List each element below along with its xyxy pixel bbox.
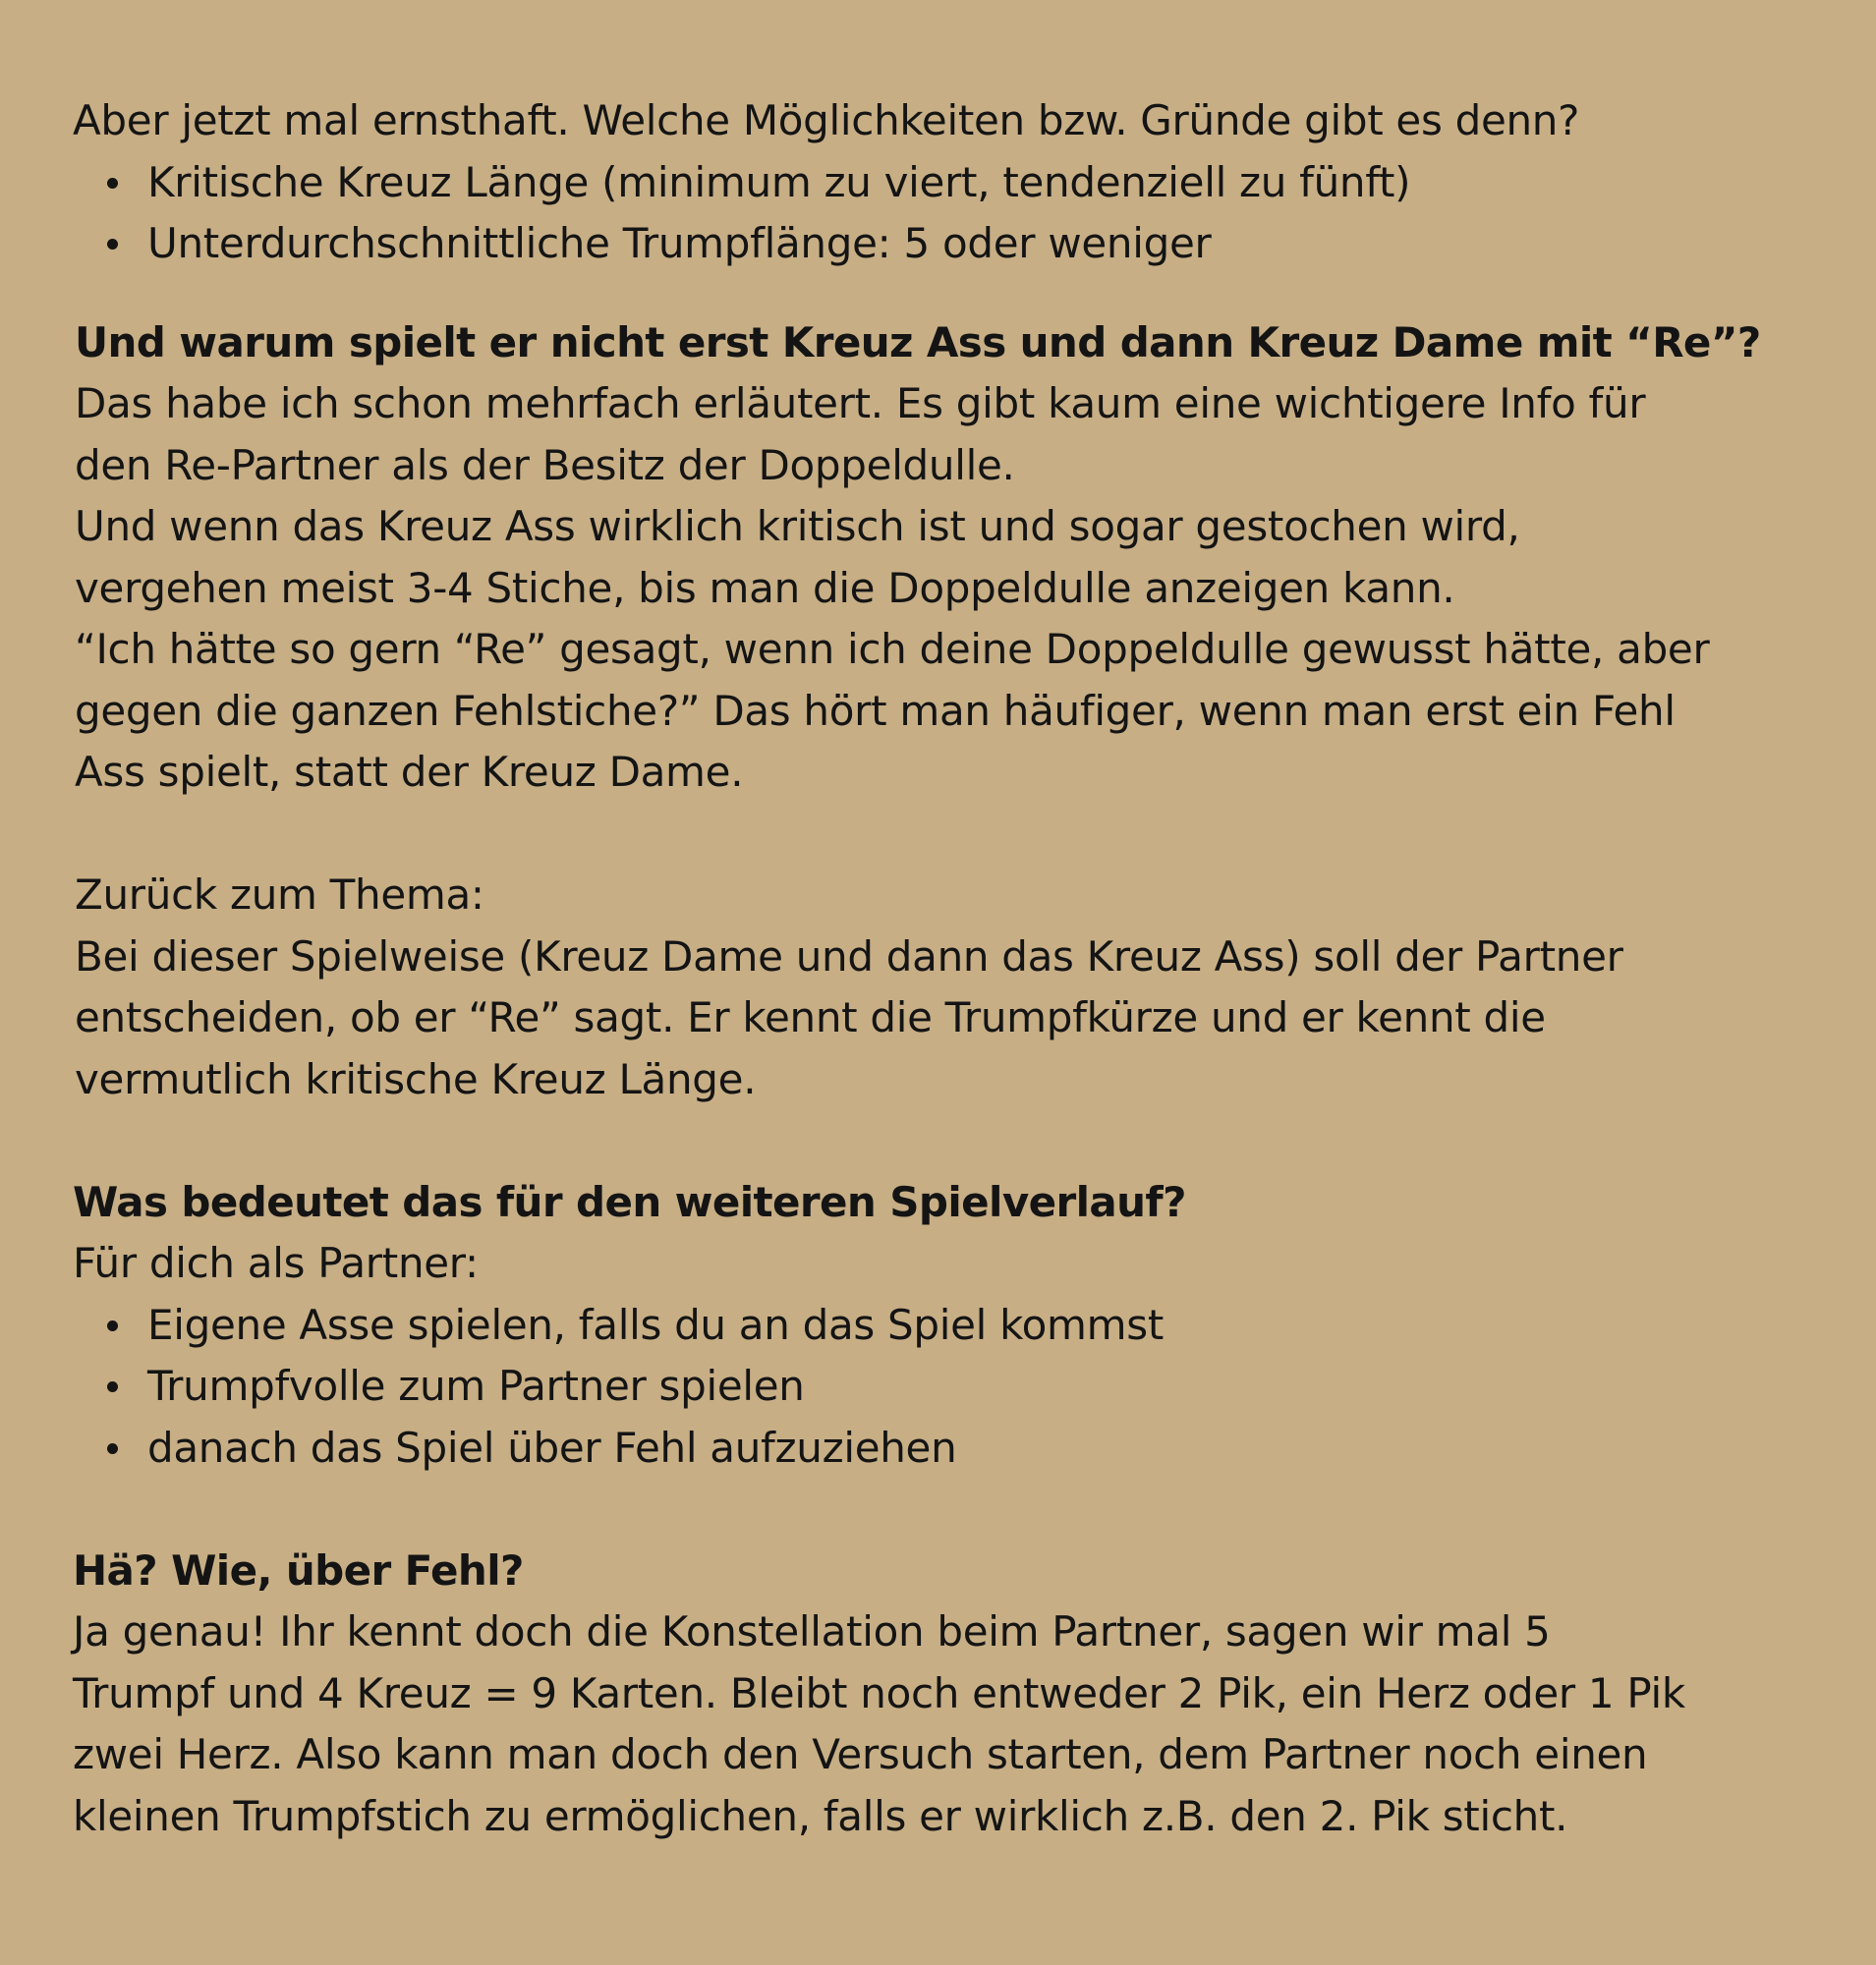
section-heading: Und warum spielt er nicht erst Kreuz Ass und dann Kreuz Dame mit “Re”? [75,317,1761,366]
list-item: Eigene Asse spielen, falls du an das Spiel kommst [73,1295,1805,1357]
bullet-icon [107,1443,118,1454]
list-item: Kritische Kreuz Länge (minimum zu viert, tendenziell zu fünft) [73,152,1805,214]
list-item: danach das Spiel über Fehl aufzuziehen [73,1418,1805,1480]
list-item: Trumpfvolle zum Partner spielen [73,1356,1805,1418]
paragraph-line: “Ich hätte so gern “Re” gesagt, wenn ich deine Doppeldulle gewusst hätte, aber [75,625,1710,673]
bullet-icon [107,1381,118,1392]
intro-bullet-list [73,152,1805,275]
paragraph-line: Das habe ich schon mehrfach erläutert. Es gibt kaum eine wichtigere Info für [75,379,1646,427]
paragraph-line: vermutlich kritische Kreuz Länge. [75,1054,757,1103]
paragraph-line: Trumpf und 4 Kreuz = 9 Karten. Bleibt noch entweder 2 Pik, ein Herz oder 1 Pik [73,1668,1685,1717]
section-doppeldulle [75,312,1805,804]
section-further-play [73,1172,1805,1480]
bullet-icon [107,178,118,189]
paragraph-line: den Re-Partner als der Besitz der Doppeldulle. [75,440,1015,489]
paragraph-line: Zurück zum Thema: [75,870,484,919]
section-back-to-topic [75,865,1805,1110]
further-play-bullet-list [73,1295,1805,1480]
bullet-icon [107,239,118,250]
section-heading: Was bedeutet das für den weiteren Spielverlauf? [73,1177,1186,1226]
section-over-fehl [73,1541,1805,1848]
list-item: Unterdurchschnittliche Trumpflänge: 5 oder weniger [73,213,1805,275]
paragraph-line: entscheiden, ob er “Re” sagt. Er kennt die Trumpfkürze und er kennt die [75,993,1546,1041]
paragraph-line: Und wenn das Kreuz Ass wirklich kritisch ist und sogar gestochen wird, [75,502,1520,550]
paragraph-line: vergehen meist 3-4 Stiche, bis man die Doppeldulle anzeigen kann. [75,563,1455,612]
paragraph-line: Ja genau! Ihr kennt doch die Konstellation beim Partner, sagen wir mal 5 [73,1607,1551,1656]
paragraph-line: Ass spielt, statt der Kreuz Dame. [75,748,744,796]
bullet-icon [107,1320,118,1331]
paragraph-line: Für dich als Partner: [73,1239,479,1287]
intro-question: Aber jetzt mal ernsthaft. Welche Möglichkeiten bzw. Gründe gibt es denn? [73,96,1580,144]
paragraph-line: zwei Herz. Also kann man doch den Versuch starten, dem Partner noch einen [73,1730,1648,1778]
paragraph-line: kleinen Trumpfstich zu ermöglichen, falls er wirklich z.B. den 2. Pik sticht. [73,1791,1568,1840]
section-heading: Hä? Wie, über Fehl? [73,1545,524,1595]
paragraph-line: Bei dieser Spielweise (Kreuz Dame und dann das Kreuz Ass) soll der Partner [75,931,1623,981]
paragraph-line: gegen die ganzen Fehlstiche?” Das hört man häufiger, wenn man erst ein Fehl [75,686,1676,735]
